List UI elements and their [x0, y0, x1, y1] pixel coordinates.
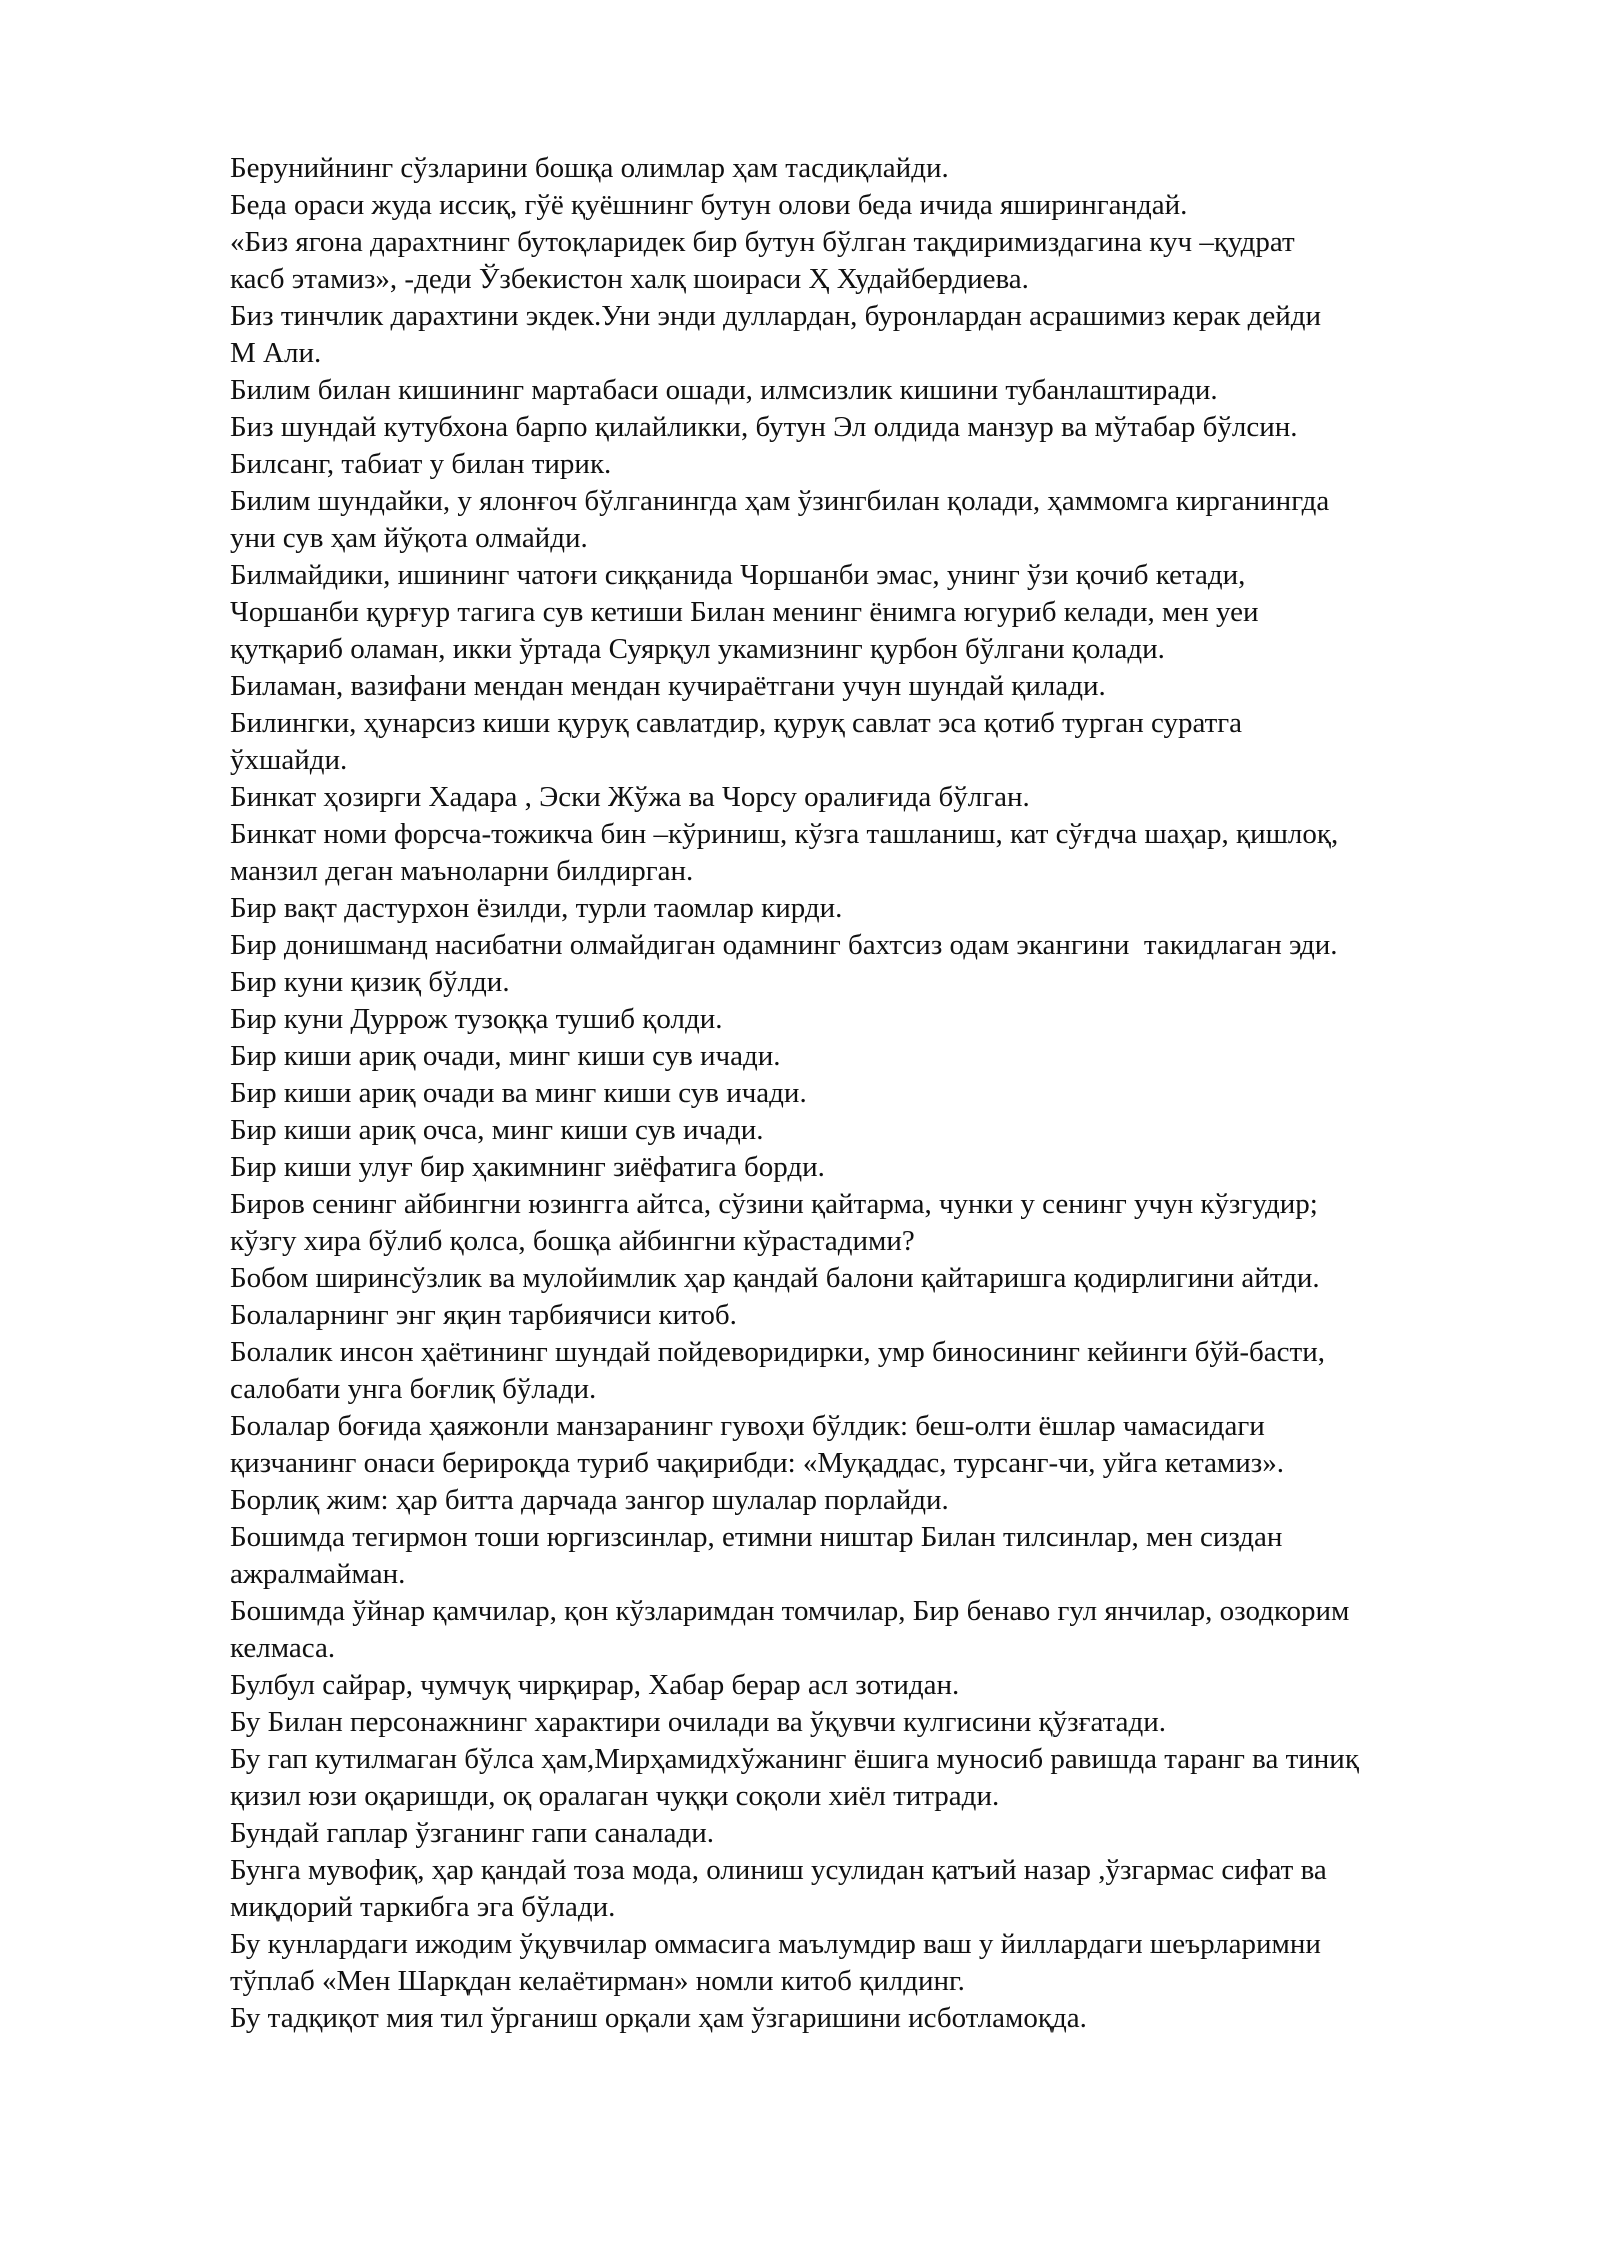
paragraph: [230, 409, 1530, 446]
text-line: Бундай гаплар ўзганинг гапи саналади.: [230, 1817, 715, 1849]
paragraph: [230, 1186, 1530, 1260]
text-line: уни сув ҳам йўқота олмайди.: [230, 522, 588, 554]
text-line: миқдорий таркибга эга бўлади.: [230, 1891, 616, 1923]
paragraph: [230, 1704, 1530, 1741]
text-line: қизил юзи оқаришди, оқ оралаган чуққи соқоли хиёл титради.: [230, 1780, 1000, 1812]
text-line: Бир вақт дастурхон ёзилди, турли таомлар кирди.: [230, 892, 843, 924]
text-line: Бир киши ариқ очади ва минг киши сув ичади.: [230, 1077, 807, 1109]
text-line: Чоршанби қурғур тагига сув кетиши Билан менинг ёнимга югуриб келади, мен уеи: [230, 596, 1259, 628]
paragraph: [230, 1593, 1530, 1667]
text-line: Бу кунлардаги ижодим ўқувчилар оммасига маълумдир ваш у йиллардаги шеърларимни: [230, 1928, 1321, 1960]
paragraph: [230, 1001, 1530, 1038]
text-line: Бу Билан персонажнинг характири очилади ва ўқувчи кулгисини қўзғатади.: [230, 1706, 1167, 1738]
text-line: салобати унга боғлиқ бўлади.: [230, 1373, 597, 1405]
paragraph: [230, 1075, 1530, 1112]
text-line: қутқариб оламан, икки ўртада Суярқул укамизнинг қурбон бўлгани қолади.: [230, 633, 1165, 665]
text-line: Бир киши улуғ бир ҳакимнинг зиёфатига борди.: [230, 1151, 825, 1183]
text-line: Бошимда ўйнар қамчилар, қон кўзларимдан томчилар, Бир бенаво гул янчилар, озодкорим: [230, 1595, 1350, 1627]
paragraph: [230, 2000, 1530, 2037]
paragraph: [230, 1334, 1530, 1408]
text-line: ўхшайди.: [230, 744, 348, 776]
paragraph: [230, 705, 1530, 779]
paragraph: [230, 1815, 1530, 1852]
paragraph: [230, 1038, 1530, 1075]
text-line: Бобом ширинсўзлик ва мулойимлик ҳар қандай балони қайтаришга қодирлигини айтди.: [230, 1262, 1320, 1294]
paragraph: [230, 890, 1530, 927]
text-line: Биров сенинг айбингни юзингга айтса, сўзини қайтарма, чунки у сенинг учун кўзгудир;: [230, 1188, 1318, 1220]
text-line: М Али.: [230, 337, 322, 369]
text-line: Берунийнинг сўзларини бошқа олимлар ҳам тасдиқлайди.: [230, 152, 949, 184]
text-line: Бир киши ариқ очади, минг киши сув ичади.: [230, 1040, 781, 1072]
text-line: Биламан, вазифани мендан мендан кучираётгани учун шундай қилади.: [230, 670, 1106, 702]
paragraph: [230, 1519, 1530, 1593]
paragraph: [230, 1149, 1530, 1186]
paragraph: [230, 187, 1530, 224]
paragraph: [230, 668, 1530, 705]
text-line: Бир куни қизиқ бўлди.: [230, 966, 510, 998]
text-line: Бинкат ҳозирги Хадара , Эски Жўжа ва Чорсу оралиғида бўлган.: [230, 781, 1030, 813]
text-line: Билим шундайки, у ялонғоч бўлганингда ҳам ўзингбилан қолади, ҳаммомга кирганингда: [230, 485, 1330, 517]
text-line: Болалар боғида ҳаяжонли манзаранинг гувоҳи бўлдик: беш-олти ёшлар чамасидаги: [230, 1410, 1265, 1442]
text-line: Борлиқ жим: ҳар битта дарчада зангор шулалар порлайди.: [230, 1484, 949, 1516]
paragraph: [230, 964, 1530, 1001]
paragraph: [230, 927, 1530, 964]
text-line: «Биз ягона дарахтнинг бутоқларидек бир бутун бўлган тақдиримиздагина куч –қудрат: [230, 226, 1295, 258]
text-line: касб этамиз», -деди Ўзбекистон халқ шоираси Ҳ Худайбердиева.: [230, 263, 1029, 295]
text-line: Бу гап кутилмаган бўлса ҳам,Мирҳамидхўжанинг ёшига муносиб равишда таранг ва тиниқ: [230, 1743, 1359, 1775]
text-line: тўплаб «Мен Шарқдан келаётирман» номли китоб қилдинг.: [230, 1965, 965, 1997]
text-line: Болаларнинг энг яқин тарбиячиси китоб.: [230, 1299, 737, 1331]
text-line: кўзгу хира бўлиб қолса, бошқа айбингни кўрастадими?: [230, 1225, 915, 1257]
paragraph: [230, 1408, 1530, 1482]
paragraph: [230, 483, 1530, 557]
paragraph: [230, 224, 1530, 298]
paragraph: [230, 1297, 1530, 1334]
text-line: манзил деган маъноларни билдирган.: [230, 855, 694, 887]
text-line: келмаса.: [230, 1632, 336, 1664]
text-line: Биз шундай кутубхона барпо қилайликки, бутун Эл олдида манзур ва мўтабар бўлсин.: [230, 411, 1298, 443]
text-line: қизчанинг онаси берироқда туриб чақирибди: «Муқаддас, турсанг-чи, уйга кетамиз».: [230, 1447, 1285, 1479]
paragraph: [230, 1852, 1530, 1926]
paragraph: [230, 150, 1530, 187]
paragraph: [230, 1667, 1530, 1704]
text-line: Бир донишманд насибатни олмайдиган одамнинг бахтсиз одам экангини такидлаган эди.: [230, 929, 1338, 961]
text-line: Билмайдики, ишининг чатоғи сиққанида Чоршанби эмас, унинг ўзи қочиб кетади,: [230, 559, 1246, 591]
paragraph: [230, 779, 1530, 816]
paragraph: [230, 1926, 1530, 2000]
paragraph: [230, 372, 1530, 409]
text-line: Бунга мувофиқ, ҳар қандай тоза мода, олиниш усулидан қатъий назар ,ўзгармас сифат ва: [230, 1854, 1327, 1886]
text-line: Билсанг, табиат у билан тирик.: [230, 448, 612, 480]
text-line: Беда ораси жуда иссиқ, гўё қуёшнинг бутун олови беда ичида яширингандай.: [230, 189, 1188, 221]
text-line: Бинкат номи форсча-тожикча бин –кўриниш, кўзга ташланиш, кат сўғдча шаҳар, қишлоқ,: [230, 818, 1339, 850]
paragraph: [230, 816, 1530, 890]
paragraph: [230, 298, 1530, 372]
paragraph: [230, 557, 1530, 668]
paragraph: [230, 1482, 1530, 1519]
text-line: Булбул сайрар, чумчуқ чирқирар, Хабар берар асл зотидан.: [230, 1669, 960, 1701]
text-line: Бир куни Дуррож тузоққа тушиб қолди.: [230, 1003, 723, 1035]
paragraph: [230, 1112, 1530, 1149]
text-line: Бошимда тегирмон тоши юргизсинлар, етимни ништар Билан тилсинлар, мен сиздан: [230, 1521, 1283, 1553]
paragraph: [230, 1741, 1530, 1815]
text-line: Биз тинчлик дарахтини экдек.Уни энди дуллардан, буронлардан асрашимиз керак дейди: [230, 300, 1322, 332]
text-line: Бир киши ариқ очса, минг киши сув ичади.: [230, 1114, 764, 1146]
document-page: [230, 150, 1530, 2037]
paragraph: [230, 1260, 1530, 1297]
paragraph: [230, 446, 1530, 483]
text-line: Бу тадқиқот мия тил ўрганиш орқали ҳам ўзгаришини исботламоқда.: [230, 2002, 1087, 2034]
text-line: Болалик инсон ҳаётининг шундай пойдеворидирки, умр биносининг кейинги бўй-басти,: [230, 1336, 1325, 1368]
text-line: Билим билан кишининг мартабаси ошади, илмсизлик кишини тубанлаштиради.: [230, 374, 1218, 406]
text-line: Билингки, ҳунарсиз киши қуруқ савлатдир, қуруқ савлат эса қотиб турган суратга: [230, 707, 1243, 739]
text-line: ажралмайман.: [230, 1558, 406, 1590]
